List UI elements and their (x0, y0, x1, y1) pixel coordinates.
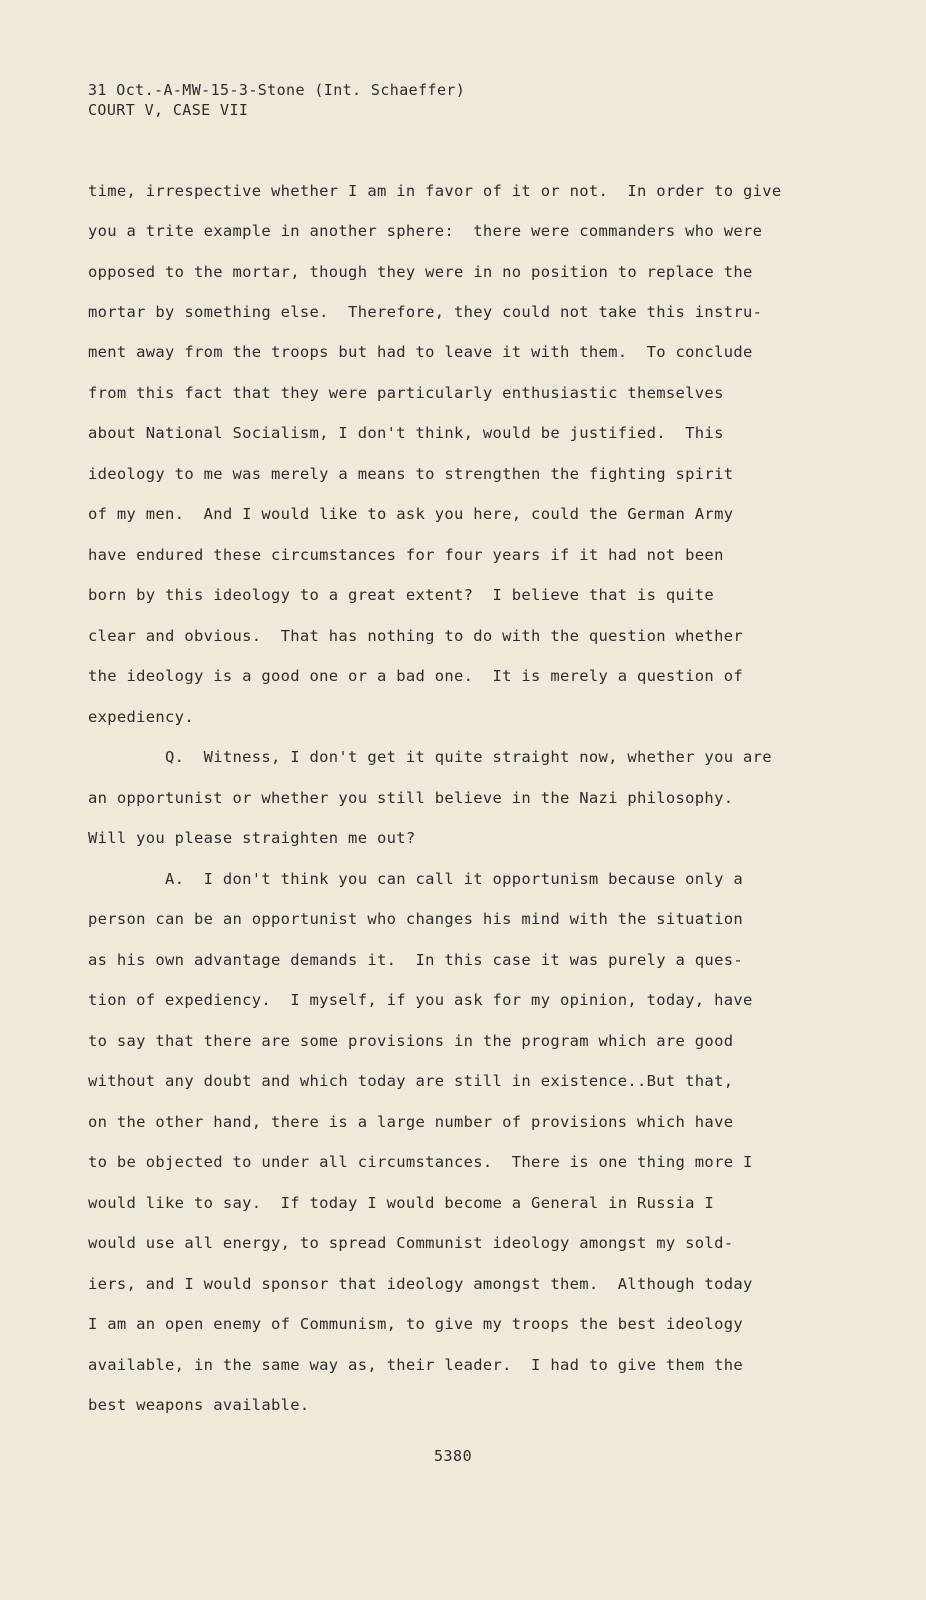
body-line: from this fact that they were particularly enthusiastic themselves (88, 384, 724, 402)
body-line: ment away from the troops but had to leave it with them. To conclude (88, 343, 753, 361)
page-number: 5380 (434, 1447, 473, 1465)
body-line: tion of expediency. I myself, if you ask for my opinion, today, have (88, 991, 753, 1009)
body-line: of my men. And I would like to ask you here, could the German Army (88, 505, 734, 523)
body-line: to be objected to under all circumstances. There is one thing more I (88, 1153, 753, 1171)
body-line: I am an open enemy of Communism, to give my troops the best ideology (88, 1315, 743, 1333)
header-court-case-line: COURT V, CASE VII (88, 101, 249, 119)
header-reference-line: 31 Oct.-A-MW-15-3-Stone (Int. Schaeffer) (88, 81, 466, 99)
body-line: born by this ideology to a great extent? I believe that is quite (88, 586, 715, 604)
body-line: would use all energy, to spread Communist ideology amongst my sold- (88, 1234, 734, 1252)
body-line: person can be an opportunist who changes his mind with the situation (88, 910, 743, 928)
body-line: clear and obvious. That has nothing to do with the question whether (88, 627, 743, 645)
body-line: without any doubt and which today are still in existence..But that, (88, 1072, 734, 1090)
body-line: mortar by something else. Therefore, they could not take this instru- (88, 303, 763, 321)
body-line: have endured these circumstances for four years if it had not been (88, 546, 724, 564)
body-line: you a trite example in another sphere: there were commanders who were (88, 222, 763, 240)
body-line: the ideology is a good one or a bad one. It is merely a question of (88, 667, 743, 685)
body-line: to say that there are some provisions in the program which are good (88, 1032, 734, 1050)
body-line: expediency. (88, 708, 194, 726)
body-line: opposed to the mortar, though they were in no position to replace the (88, 263, 753, 281)
body-line: time, irrespective whether I am in favor of it or not. In order to give (88, 182, 782, 200)
body-line: Q. Witness, I don't get it quite straight now, whether you are (88, 748, 772, 766)
body-line: iers, and I would sponsor that ideology amongst them. Although today (88, 1275, 753, 1293)
document-header (88, 80, 465, 120)
body-line: about National Socialism, I don't think, would be justified. This (88, 424, 724, 442)
body-line: an opportunist or whether you still believe in the Nazi philosophy. (88, 789, 734, 807)
body-line: best weapons available. (88, 1396, 310, 1414)
body-line: on the other hand, there is a large number of provisions which have (88, 1113, 734, 1131)
body-line: Will you please straighten me out? (88, 829, 416, 847)
body-line: would like to say. If today I would become a General in Russia I (88, 1194, 715, 1212)
body-line: A. I don't think you can call it opportunism because only a (88, 870, 743, 888)
body-line: as his own advantage demands it. In this case it was purely a ques- (88, 951, 743, 969)
body-line: available, in the same way as, their leader. I had to give them the (88, 1356, 743, 1374)
body-line: ideology to me was merely a means to strengthen the fighting spirit (88, 465, 734, 483)
